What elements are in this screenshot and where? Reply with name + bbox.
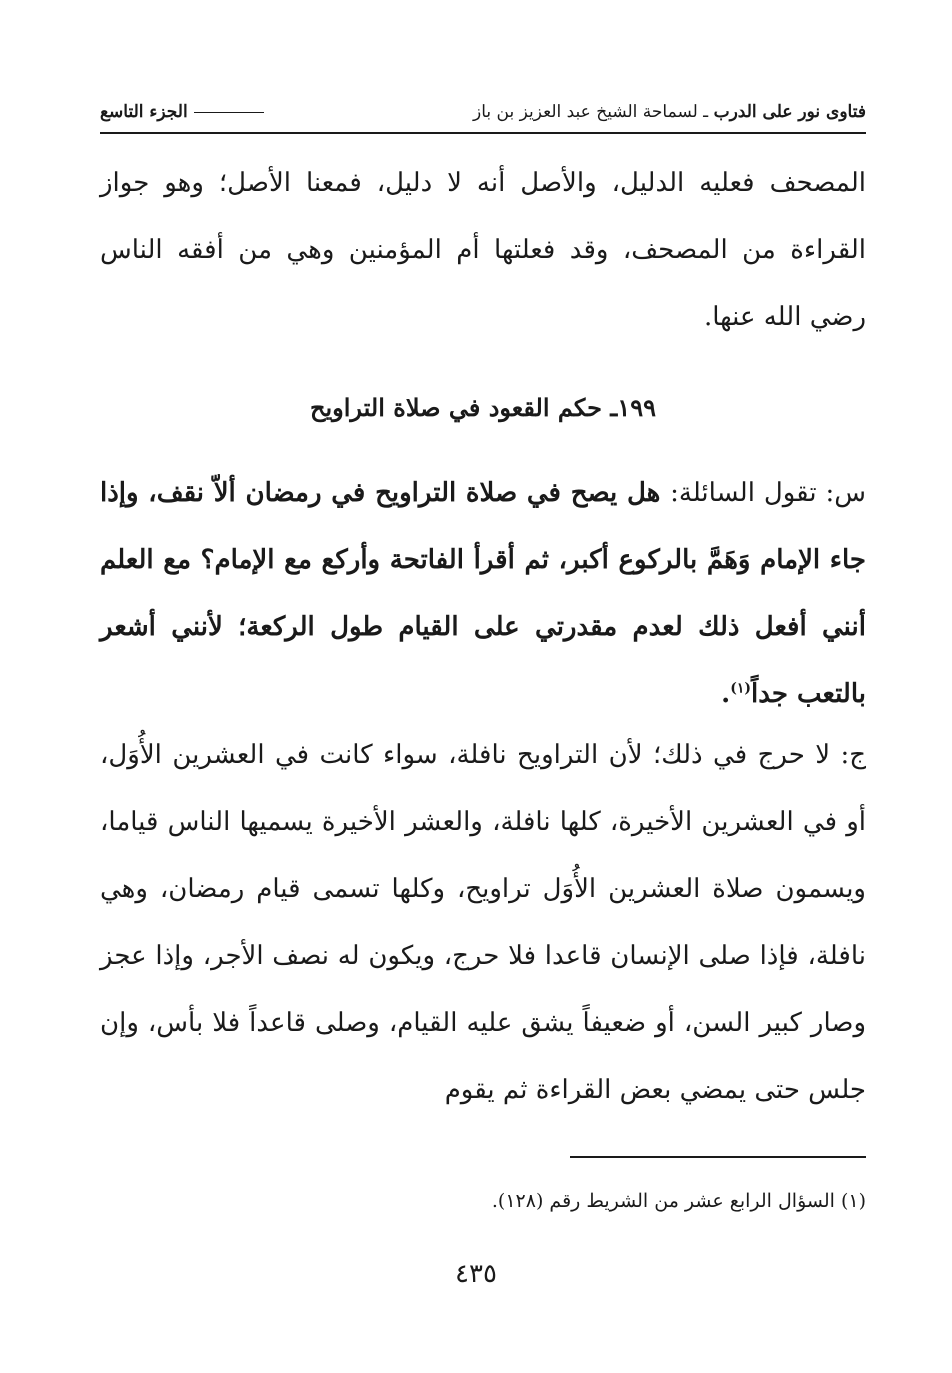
question-end: . [721, 679, 731, 709]
running-header [100, 92, 866, 134]
question-paragraph [100, 460, 866, 728]
intro-paragraph: المصحف فعليه الدليل، والأصل أنه لا دليل، فمعنا الأصل؛ وهو جواز القراءة من المصحف، وقد فعلتها أم المؤمنين وهي من أفقه الناس رضي الله عنها. [100, 168, 866, 332]
question-text: هل يصح في صلاة التراويح في رمضان ألاّ نقف، وإذا جاء الإمام وَهَمَّ بالركوع أكبر، ثم أقرأ الفاتحة وأركع مع الإمام؟ مع العلم أنني أفعل ذلك لعدم مقدرتي على القيام طول الركعة؛ لأنني أشعر بالتعب جداً [100, 478, 866, 709]
answer-paragraph: ج: لا حرج في ذلك؛ لأن التراويح نافلة، سواء كانت في العشرين الأُوَل، أو في العشرين الأخيرة، كلها نافلة، والعشر الأخيرة يسميها الناس قياما، ويسمون صلاة العشرين الأُوَل تراويح، وكلها تسمى قيام رمضان، وهي نافلة، فإذا صلى الإنسان قاعدا فلا حرج، ويكون له نصف الأجر، وإذا عجز وصار كبير السن، أو ضعيفاً يشق عليه القيام، وصلى قاعداً فلا بأس، وإن جلس حتى يمضي بعض القراءة ثم يقوم [100, 740, 866, 1105]
header-author: ـ لسماحة الشيخ عبد العزيز بن باز [473, 102, 709, 122]
question-lead: س: تقول السائلة: [670, 478, 867, 508]
section-title: ١٩٩ـ حكم القعود في صلاة التراويح [310, 393, 656, 422]
header-title-block [473, 102, 866, 122]
header-book-title: فتاوى نور على الدرب [713, 102, 866, 122]
header-part-block [100, 102, 270, 122]
footnote: (١) السؤال الرابع عشر من الشريط رقم (١٢٨). [491, 1190, 866, 1212]
page-number: ٤٣٥ [455, 1259, 497, 1289]
footnote-separator [570, 1156, 866, 1158]
header-rule [194, 112, 264, 113]
header-part: الجزء التاسع [100, 102, 188, 122]
footnote-reference[interactable]: (١) [730, 680, 751, 697]
